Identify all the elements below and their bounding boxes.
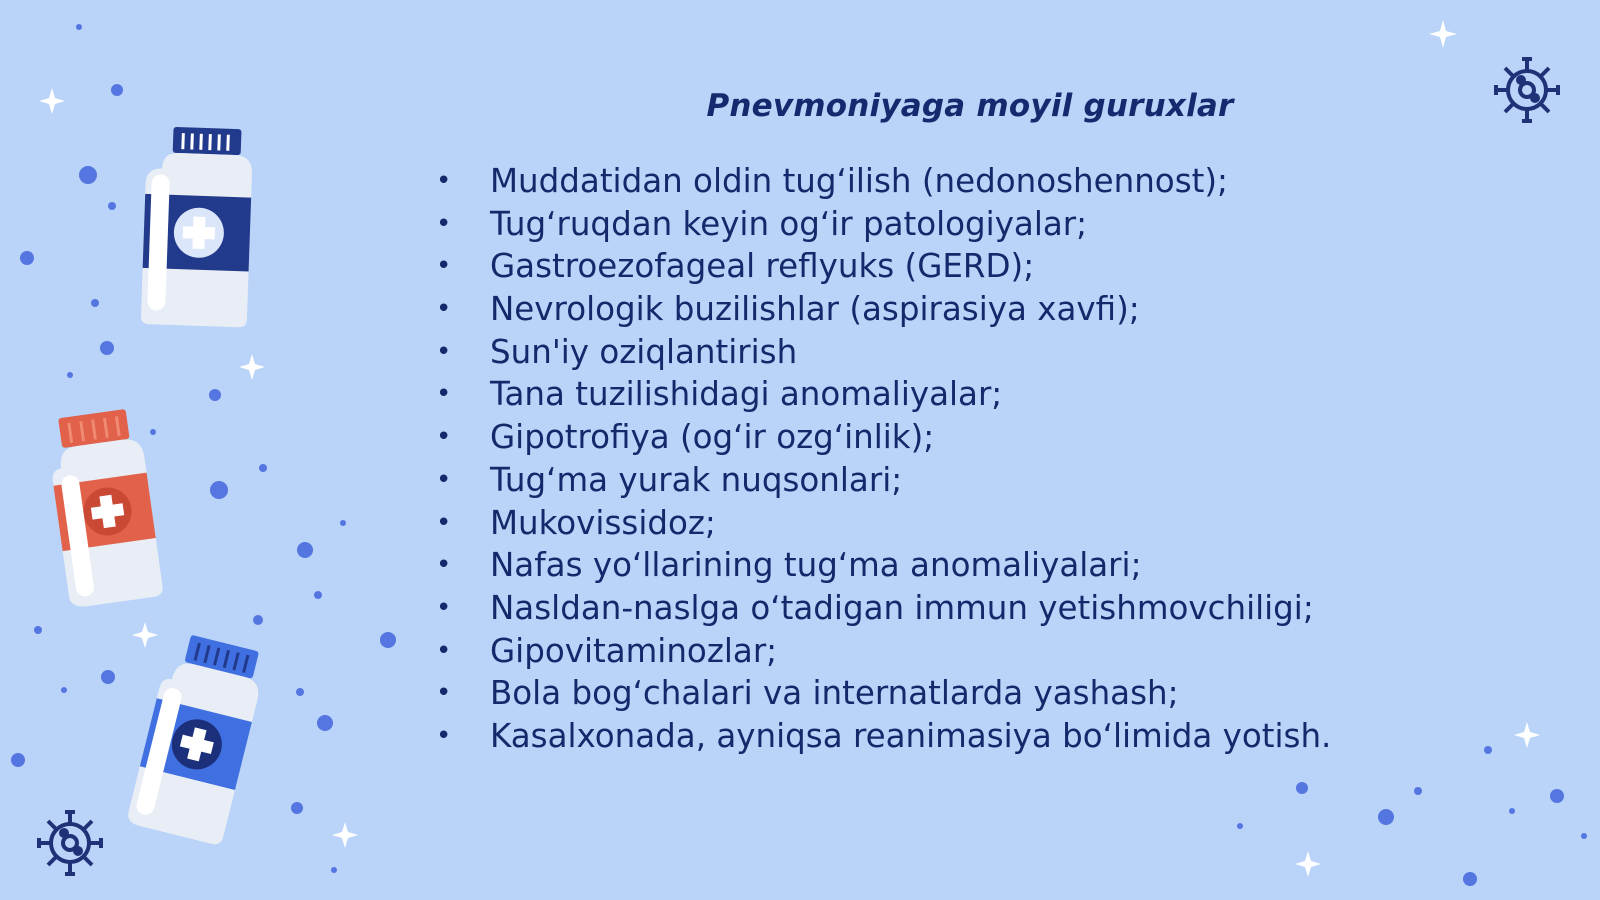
list-item: [436, 715, 1436, 758]
virus-icon: [1496, 59, 1558, 121]
slide-title: Pnevmoniyaga moyil guruxlar: [706, 88, 1234, 124]
list-item-text: Nasldan-naslga oʻtadigan immun yetishmovchiligi;: [490, 588, 1314, 627]
list-item: [436, 459, 1436, 502]
medicine-bottle-red-icon: [44, 407, 164, 608]
list-item-text: Muddatidan oldin tugʻilish (nedonoshennost);: [490, 162, 1228, 200]
list-item-text: Gipovitaminozlar;: [490, 631, 778, 670]
bullet-icon: •: [436, 550, 452, 581]
medicine-bottle-navy-icon: [141, 126, 254, 328]
bullet-icon: •: [436, 166, 452, 196]
list-item: [436, 672, 1436, 715]
bullet-icon: •: [436, 592, 452, 623]
list-item: [436, 587, 1436, 630]
list-item-text: Tana tuzilishidagi anomaliyalar;: [490, 375, 1003, 414]
list-item-text: Nevrologik buzilishlar (aspirasiya xavfi);: [490, 290, 1140, 329]
list-item: [436, 544, 1436, 587]
list-item-text: Tugʻma yurak nuqsonlari;: [490, 460, 903, 499]
list-item-text: Gipotrofiya (ogʻir ozgʻinlik);: [490, 418, 935, 457]
bullet-icon: •: [436, 336, 452, 367]
list-item-text: Bola bogʻchalari va internatlarda yashash;: [490, 674, 1179, 713]
list-item-text: Mukovissidoz;: [490, 503, 716, 542]
list-item-text: Nafas yoʻllarining tugʻma anomaliyalari;: [490, 546, 1142, 585]
list-item: [436, 288, 1436, 331]
bullet-icon: •: [436, 379, 452, 410]
list-item: [436, 203, 1436, 246]
virus-icon: [39, 812, 101, 874]
list-item-text: Gastroezofageal reflyuks (GERD);: [490, 247, 1035, 286]
bullet-icon: •: [436, 507, 452, 538]
medicine-bottle-blue-icon: [126, 630, 269, 846]
bullet-icon: •: [436, 464, 452, 495]
list-item: [436, 373, 1436, 416]
list-item-text: Sun'iy oziqlantirish: [490, 332, 798, 371]
risk-group-list: [436, 160, 1436, 758]
bullet-icon: •: [436, 251, 452, 282]
list-item: [436, 416, 1436, 459]
bullet-icon: •: [436, 294, 452, 325]
list-item: [436, 331, 1436, 374]
bullet-icon: •: [436, 678, 452, 709]
bullet-icon: •: [436, 208, 452, 239]
list-item: [436, 160, 1436, 203]
bullet-icon: •: [436, 635, 452, 666]
list-item-text: Tugʻruqdan keyin ogʻir patologiyalar;: [490, 204, 1088, 243]
list-item-text: Kasalxonada, ayniqsa reanimasiya boʻlimida yotish.: [490, 716, 1332, 755]
list-item: [436, 245, 1436, 288]
bullet-icon: •: [436, 720, 452, 751]
list-item: [436, 502, 1436, 545]
list-item: [436, 630, 1436, 673]
bullet-icon: •: [436, 422, 452, 453]
